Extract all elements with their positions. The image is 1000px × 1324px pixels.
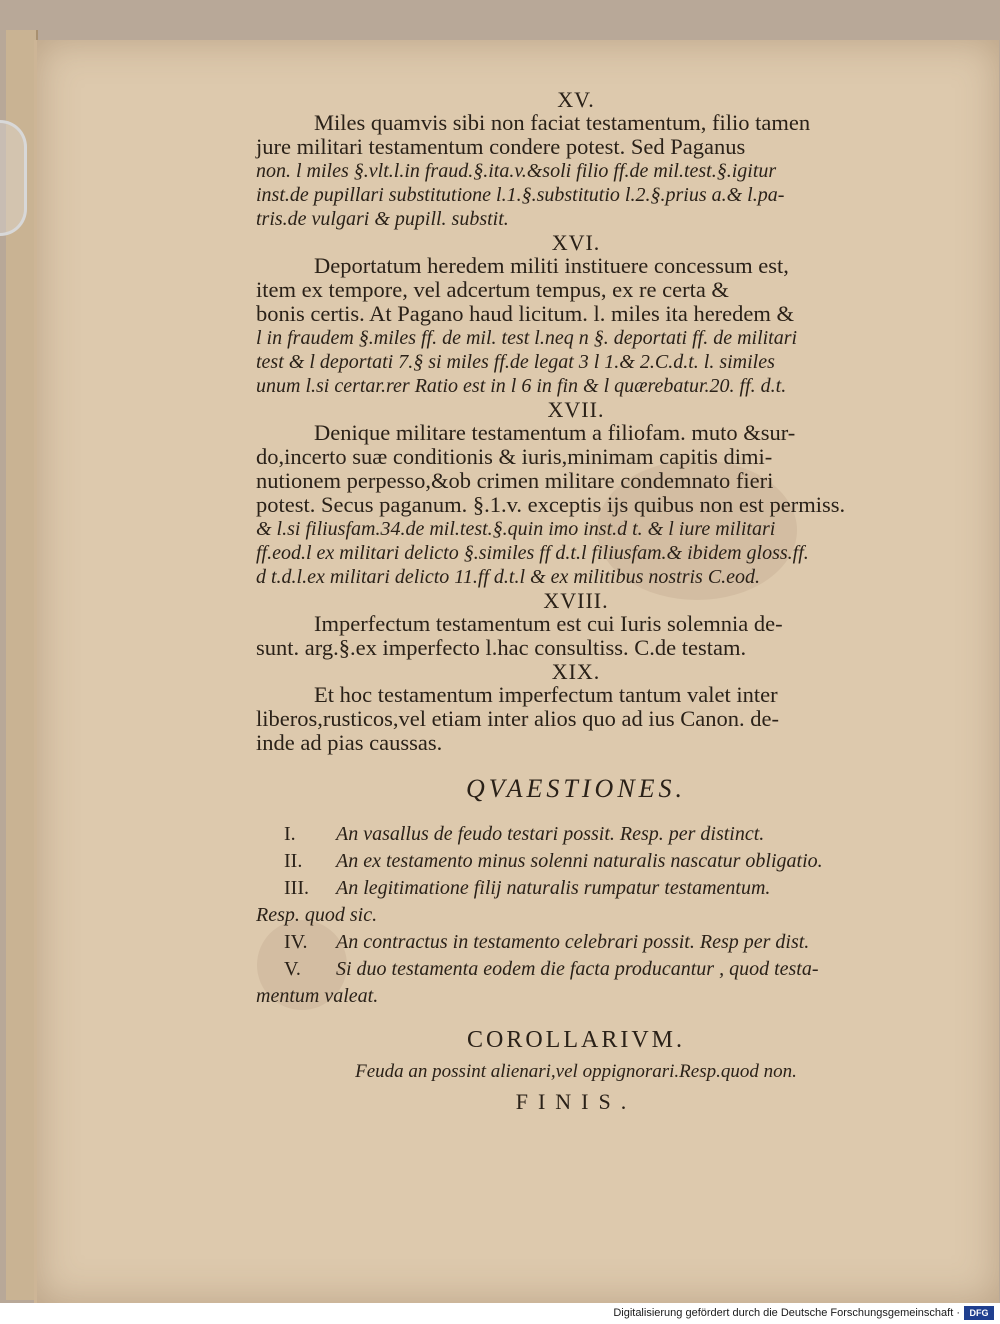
- quaestio-item: [256, 956, 896, 1010]
- corollarium-heading: COROLLARIVM.: [466, 1027, 685, 1053]
- quaestio-text: An vasallus de feudo testari possit. Resp. per distinct.: [336, 823, 765, 845]
- text-line: ff.eod.l ex militari delicto §.similes ff d.t.l filiusfam.& ibidem gloss.ff.: [256, 542, 809, 564]
- text-line: unum l.si certar.rer Ratio est in l 6 in fin & l quærebatur.20. ff. d.t.: [256, 375, 787, 397]
- quaestiones-heading: QVAESTIONES.: [465, 774, 687, 803]
- footer-bar: [0, 1303, 1000, 1324]
- text-line: liberos,rusticos,vel etiam inter alios quo ad ius Canon. de-: [256, 706, 780, 731]
- section-paragraph: [256, 111, 896, 231]
- text-line: sunt. arg.§.ex imperfecto l.hac consultiss. C.de testam.: [256, 635, 747, 660]
- section-heading: XVIII.: [543, 588, 609, 613]
- text-line: non. l miles §.vlt.l.in fraud.§.ita.v.&soli filio ff.de mil.test.§.igitur: [256, 160, 777, 182]
- funding-credit: Digitalisierung gefördert durch die Deutsche Forschungsgemeinschaft ·: [613, 1307, 960, 1319]
- quaestio-text: An ex testamento minus solenni naturalis nascatur obligatio.: [336, 850, 823, 872]
- section-paragraph: [256, 612, 896, 660]
- quaestio-number: II.: [284, 850, 303, 872]
- quaestio-number: I.: [284, 823, 296, 845]
- text-line: tris.de vulgari & pupill. substit.: [256, 208, 509, 230]
- page-text: [256, 88, 896, 1114]
- text-line: & l.si filiusfam.34.de mil.test.§.quin imo inst.d t. & l iure militari: [256, 518, 776, 540]
- quaestio-text: Resp. quod sic.: [256, 904, 378, 926]
- quaestio-item: [256, 821, 896, 848]
- quaestio-text: Si duo testamenta eodem die facta producantur , quod testa-: [336, 958, 819, 980]
- section-paragraph: [256, 683, 896, 755]
- quaestio-number: IV.: [284, 931, 308, 953]
- section-heading: XVII.: [547, 397, 605, 422]
- corollarium-text: Feuda an possint alienari,vel oppignorari.Resp.quod non.: [355, 1061, 797, 1082]
- section-heading: XVI.: [551, 230, 601, 255]
- quaestio-number: V.: [284, 958, 301, 980]
- text-line: bonis certis. At Pagano haud licitum. l. miles ita heredem &: [256, 301, 795, 326]
- text-line: Miles quamvis sibi non faciat testamentum, filio tamen: [314, 110, 811, 135]
- quaestio-number: III.: [284, 877, 309, 899]
- text-line: Imperfectum testamentum est cui Iuris solemnia de-: [314, 611, 783, 636]
- quaestio-text: mentum valeat.: [256, 985, 379, 1007]
- text-line: test & l deportati 7.§ si miles ff.de legat 3 l 1.& 2.C.d.t. l. similes: [256, 351, 775, 373]
- text-line: potest. Secus paganum. §.1.v. exceptis ijs quibus non est permiss.: [256, 492, 846, 517]
- text-line: do,incerto suæ conditionis & iuris,minimam capitis dimi-: [256, 444, 773, 469]
- finis-text: FINIS.: [515, 1089, 637, 1114]
- text-line: Et hoc testamentum imperfectum tantum valet inter: [314, 682, 778, 707]
- section-paragraph: [256, 421, 896, 589]
- text-line: inst.de pupillari substitutione l.1.§.substitutio l.2.§.prius a.& l.pa-: [256, 184, 785, 206]
- quaestio-item: [256, 875, 896, 929]
- section-paragraph: [256, 254, 896, 398]
- text-line: d t.d.l.ex militari delicto 11.ff d.t.l & ex militibus nostris C.eod.: [256, 566, 761, 588]
- text-line: jure militari testamentum condere potest. Sed Paganus: [256, 134, 746, 159]
- section-heading: XV.: [557, 87, 595, 112]
- quaestio-item: [256, 848, 896, 875]
- section-heading: XIX.: [551, 659, 601, 684]
- text-line: item ex tempore, vel adcertum tempus, ex re certa &: [256, 277, 729, 302]
- quaestio-item: [256, 929, 896, 956]
- text-line: l in fraudem §.miles ff. de mil. test l.neq n §. deportati ff. de militari: [256, 327, 798, 349]
- text-line: Denique militare testamentum a filiofam. muto &sur-: [314, 420, 796, 445]
- text-line: Deportatum heredem militi instituere concessum est,: [314, 253, 789, 278]
- text-line: inde ad pias caussas.: [256, 730, 443, 755]
- text-line: nutionem perpesso,&ob crimen militare condemnato fieri: [256, 468, 774, 493]
- quaestio-text: An contractus in testamento celebrari possit. Resp per dist.: [336, 931, 810, 953]
- paper-clip: [0, 120, 27, 236]
- quaestio-text: An legitimatione filij naturalis rumpatur testamentum.: [336, 877, 771, 899]
- dfg-logo: DFG: [964, 1306, 994, 1320]
